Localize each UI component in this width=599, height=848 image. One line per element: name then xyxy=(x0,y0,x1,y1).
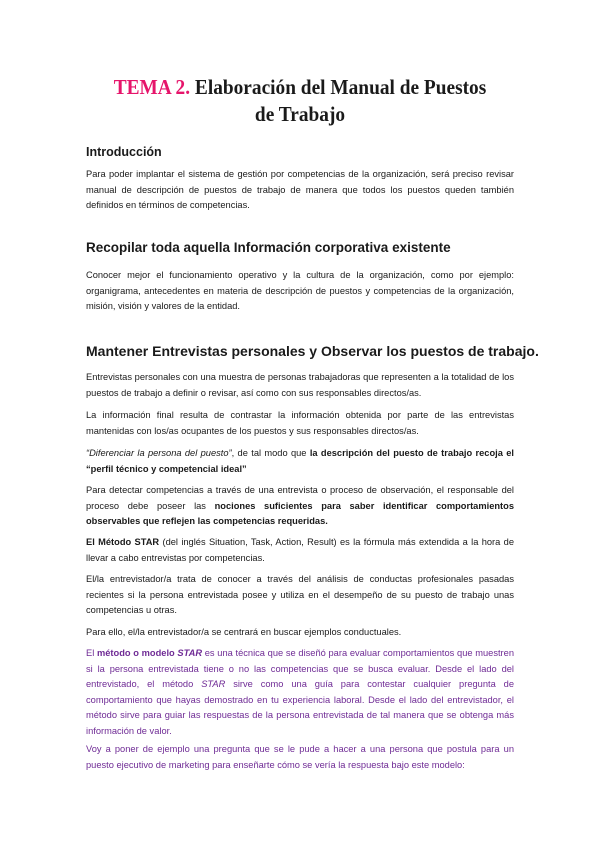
title-line-2: de Trabajo xyxy=(254,102,346,126)
title-line-1: Elaboración del Manual de Puestos xyxy=(194,75,487,99)
paragraph-intro: Para poder implantar el sistema de gestión por competencias de la organización, será preciso revisar manual de descripción de puestos de trabajo de manera que todos los puestos queden también definidos en términos de competencias. xyxy=(86,169,514,211)
text-nociones-bold: nociones suficientes para saber identificar comportamientos observables que reflejen las competencias requeridas. xyxy=(86,500,514,527)
paragraph-detectar xyxy=(86,483,514,530)
paragraph-para-ello: Para ello, el/la entrevistador/a se centrará en buscar ejemplos conductuales. xyxy=(86,627,402,637)
paragraph-entrevistas: Entrevistas personales con una muestra de personas trabajadoras que representen a la totalidad de los puestos de trabajo a definir o revisar, así como con sus responsables directos/as. xyxy=(86,372,514,398)
quote-diferenciar: “Diferenciar la persona del puesto” xyxy=(86,448,232,458)
paragraph-ejemplo: Voy a poner de ejemplo una pregunta que se le pude a hacer a una persona que postula para un puesto ejecutivo de marketing para enseñarte cómo se vería la respuesta bajo este modelo: xyxy=(86,744,514,770)
document-title xyxy=(84,74,516,128)
paragraph-recopilar: Conocer mejor el funcionamiento operativo y la cultura de la organización, como por ejemplo: organigrama, antecedentes en materia de descripción de puestos y competencias de la organización, misión, visión y valores de la entidad. xyxy=(86,270,514,312)
text-de-tal-modo: , de tal modo que xyxy=(231,448,310,458)
paragraph-metodo-star xyxy=(86,535,514,566)
text-metodo-modelo-bold: método o modelo xyxy=(96,648,178,658)
heading-introduccion: Introducción xyxy=(86,145,162,159)
paragraph-entrevistador: El/la entrevistador/a trata de conocer a través del análisis de conductas profesionales pasadas recientes si la persona entrevistada posee y utiliza en el desempeño de su puesto de trabajo unas competencias u otras. xyxy=(86,574,514,616)
text-metodo-star-desc: (del inglés Situation, Task, Action, Result) es la fórmula más extendida a la hora de llevar a cabo entrevistas por competencias. xyxy=(86,537,514,563)
heading-recopilar: Recopilar toda aquella Información corporativa existente xyxy=(86,240,451,255)
text-star-desc-2: sirve como una guía para contestar cualquier pregunta de comportamiento que hayas demostrado en tu experiencia laboral. Desde el lado del entrevistador, el método sirve para guiar las respuestas de la persona entrevistada de tal manera que se obtenga más información de valor. xyxy=(86,679,514,736)
text-metodo-star-bold: El Método STAR xyxy=(86,537,160,547)
paragraph-modelo-star xyxy=(86,646,514,740)
paragraph-informacion-final: La información final resulta de contrastar la información obtenida por parte de las entrevistas mantenidas con los/as ocupantes de los puestos y sus responsables directos/as. xyxy=(86,410,514,436)
title-tema-label: TEMA 2. xyxy=(113,75,191,99)
heading-mantener: Mantener Entrevistas personales y Observar los puestos de trabajo. xyxy=(86,343,539,359)
text-star-desc-1: es una técnica que se diseñó para evaluar comportamientos que muestren si la persona entrevistada tiene o no las competencias que se busca evaluar. Desde el lado del entrevistado, el método xyxy=(86,648,514,690)
text-star-italic-2: STAR xyxy=(201,679,226,690)
text-descripcion-bold: la descripción del puesto de trabajo recoja el “perfil técnico y competencial ideal” xyxy=(86,448,514,474)
text-el: El xyxy=(86,648,97,658)
text-star-italic-1: STAR xyxy=(177,648,203,658)
text-detectar: Para detectar competencias a través de una entrevista o proceso de observación, el responsable del proceso debe poseer las xyxy=(86,485,514,511)
paragraph-diferenciar xyxy=(86,446,514,477)
